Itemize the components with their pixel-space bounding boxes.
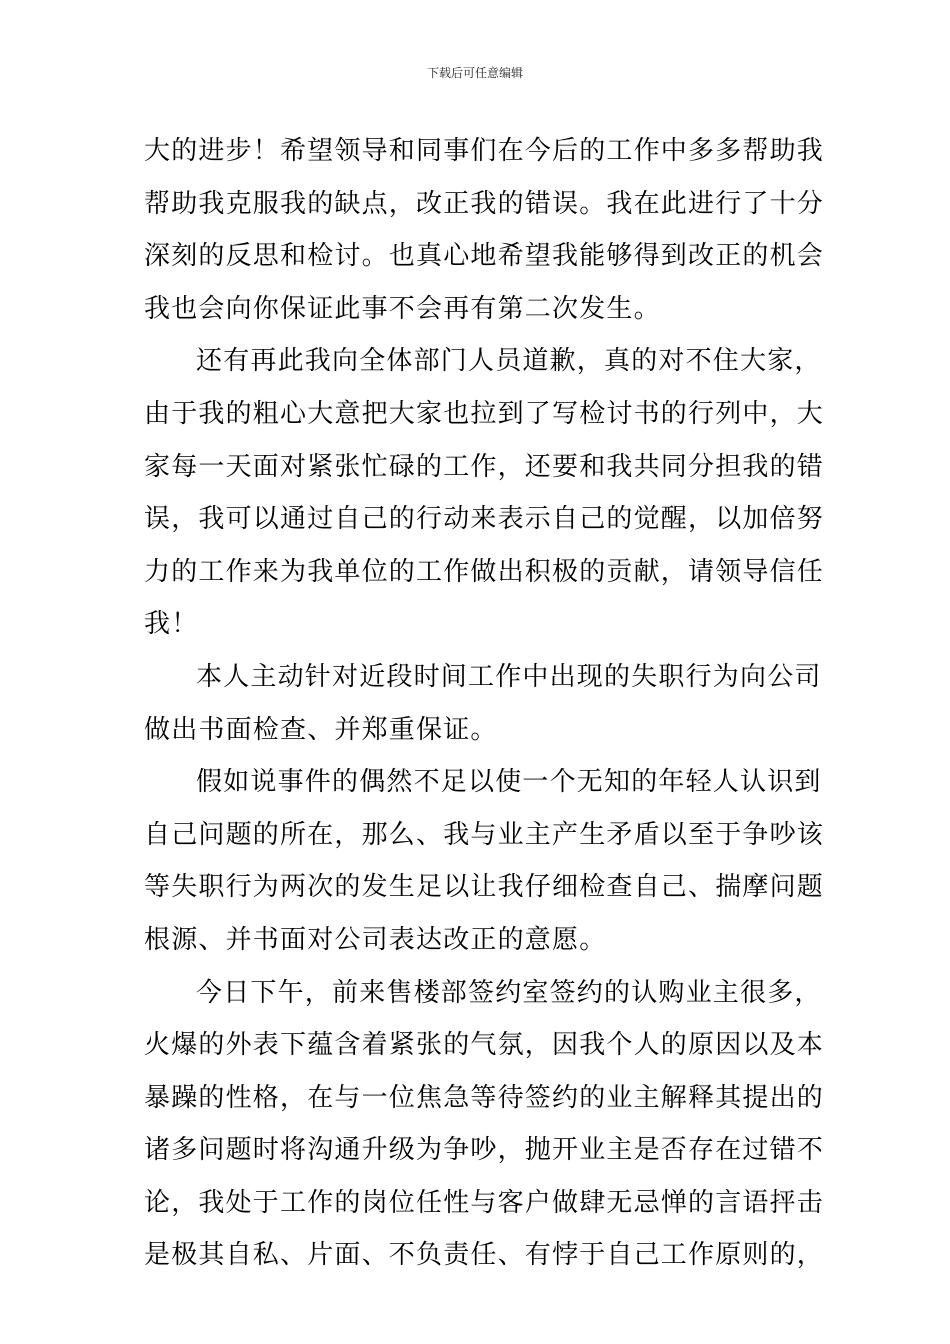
text-line: 今日下午，前来售楼部签约室签约的认购业主很多，	[196, 977, 822, 1008]
text-line: 论，我处于工作的岗位任性与客户做肆无忌惮的言语抨击	[144, 1187, 825, 1218]
text-line: 做出书面检查、并郑重保证。	[144, 714, 498, 745]
text-line: 大的进步！希望领导和同事们在今后的工作中多多帮助我	[144, 136, 825, 166]
text-line: 是极其自私、片面、不负责任、有悖于自己工作原则的，	[144, 1240, 825, 1271]
text-line: 暴躁的性格，在与一位焦急等待签约的业主解释其提出的	[144, 1082, 825, 1113]
page-header: 下载后可任意编辑	[426, 66, 523, 80]
text-line: 等失职行为两次的发生足以让我仔细检查自己、揣摩问题	[144, 872, 825, 903]
text-line: 还有再此我向全体部门人员道歉，真的对不住大家，	[196, 346, 822, 377]
text-line: 诸多问题时将沟通升级为争吵，抛开业主是否存在过错不	[144, 1135, 825, 1166]
text-line: 力的工作来为我单位的工作做出积极的贡献，请领导信任	[144, 556, 825, 587]
text-line: 我！	[144, 609, 199, 640]
text-line: 我也会向你保证此事不会再有第二次发生。	[144, 293, 661, 324]
text-line: 火爆的外表下蕴含着紧张的气氛，因我个人的原因以及本	[144, 1030, 825, 1061]
text-line: 深刻的反思和检讨。也真心地希望我能够得到改正的机会	[144, 241, 825, 272]
text-line: 自己问题的所在，那么、我与业主产生矛盾以至于争吵该	[144, 819, 825, 850]
text-line: 本人主动针对近段时间工作中出现的失职行为向公司	[196, 661, 822, 692]
text-line: 帮助我克服我的缺点，改正我的错误。我在此进行了十分	[144, 188, 825, 219]
text-line: 误，我可以通过自己的行动来表示自己的觉醒，以加倍努	[144, 504, 825, 535]
document-body	[144, 125, 825, 1282]
text-line: 根源、并书面对公司表达改正的意愿。	[144, 924, 607, 955]
text-line: 由于我的粗心大意把大家也拉到了写检讨书的行列中，大	[144, 398, 825, 429]
text-line: 家每一天面对紧张忙碌的工作，还要和我共同分担我的错	[144, 451, 825, 482]
text-line: 假如说事件的偶然不足以使一个无知的年轻人认识到	[196, 767, 822, 798]
